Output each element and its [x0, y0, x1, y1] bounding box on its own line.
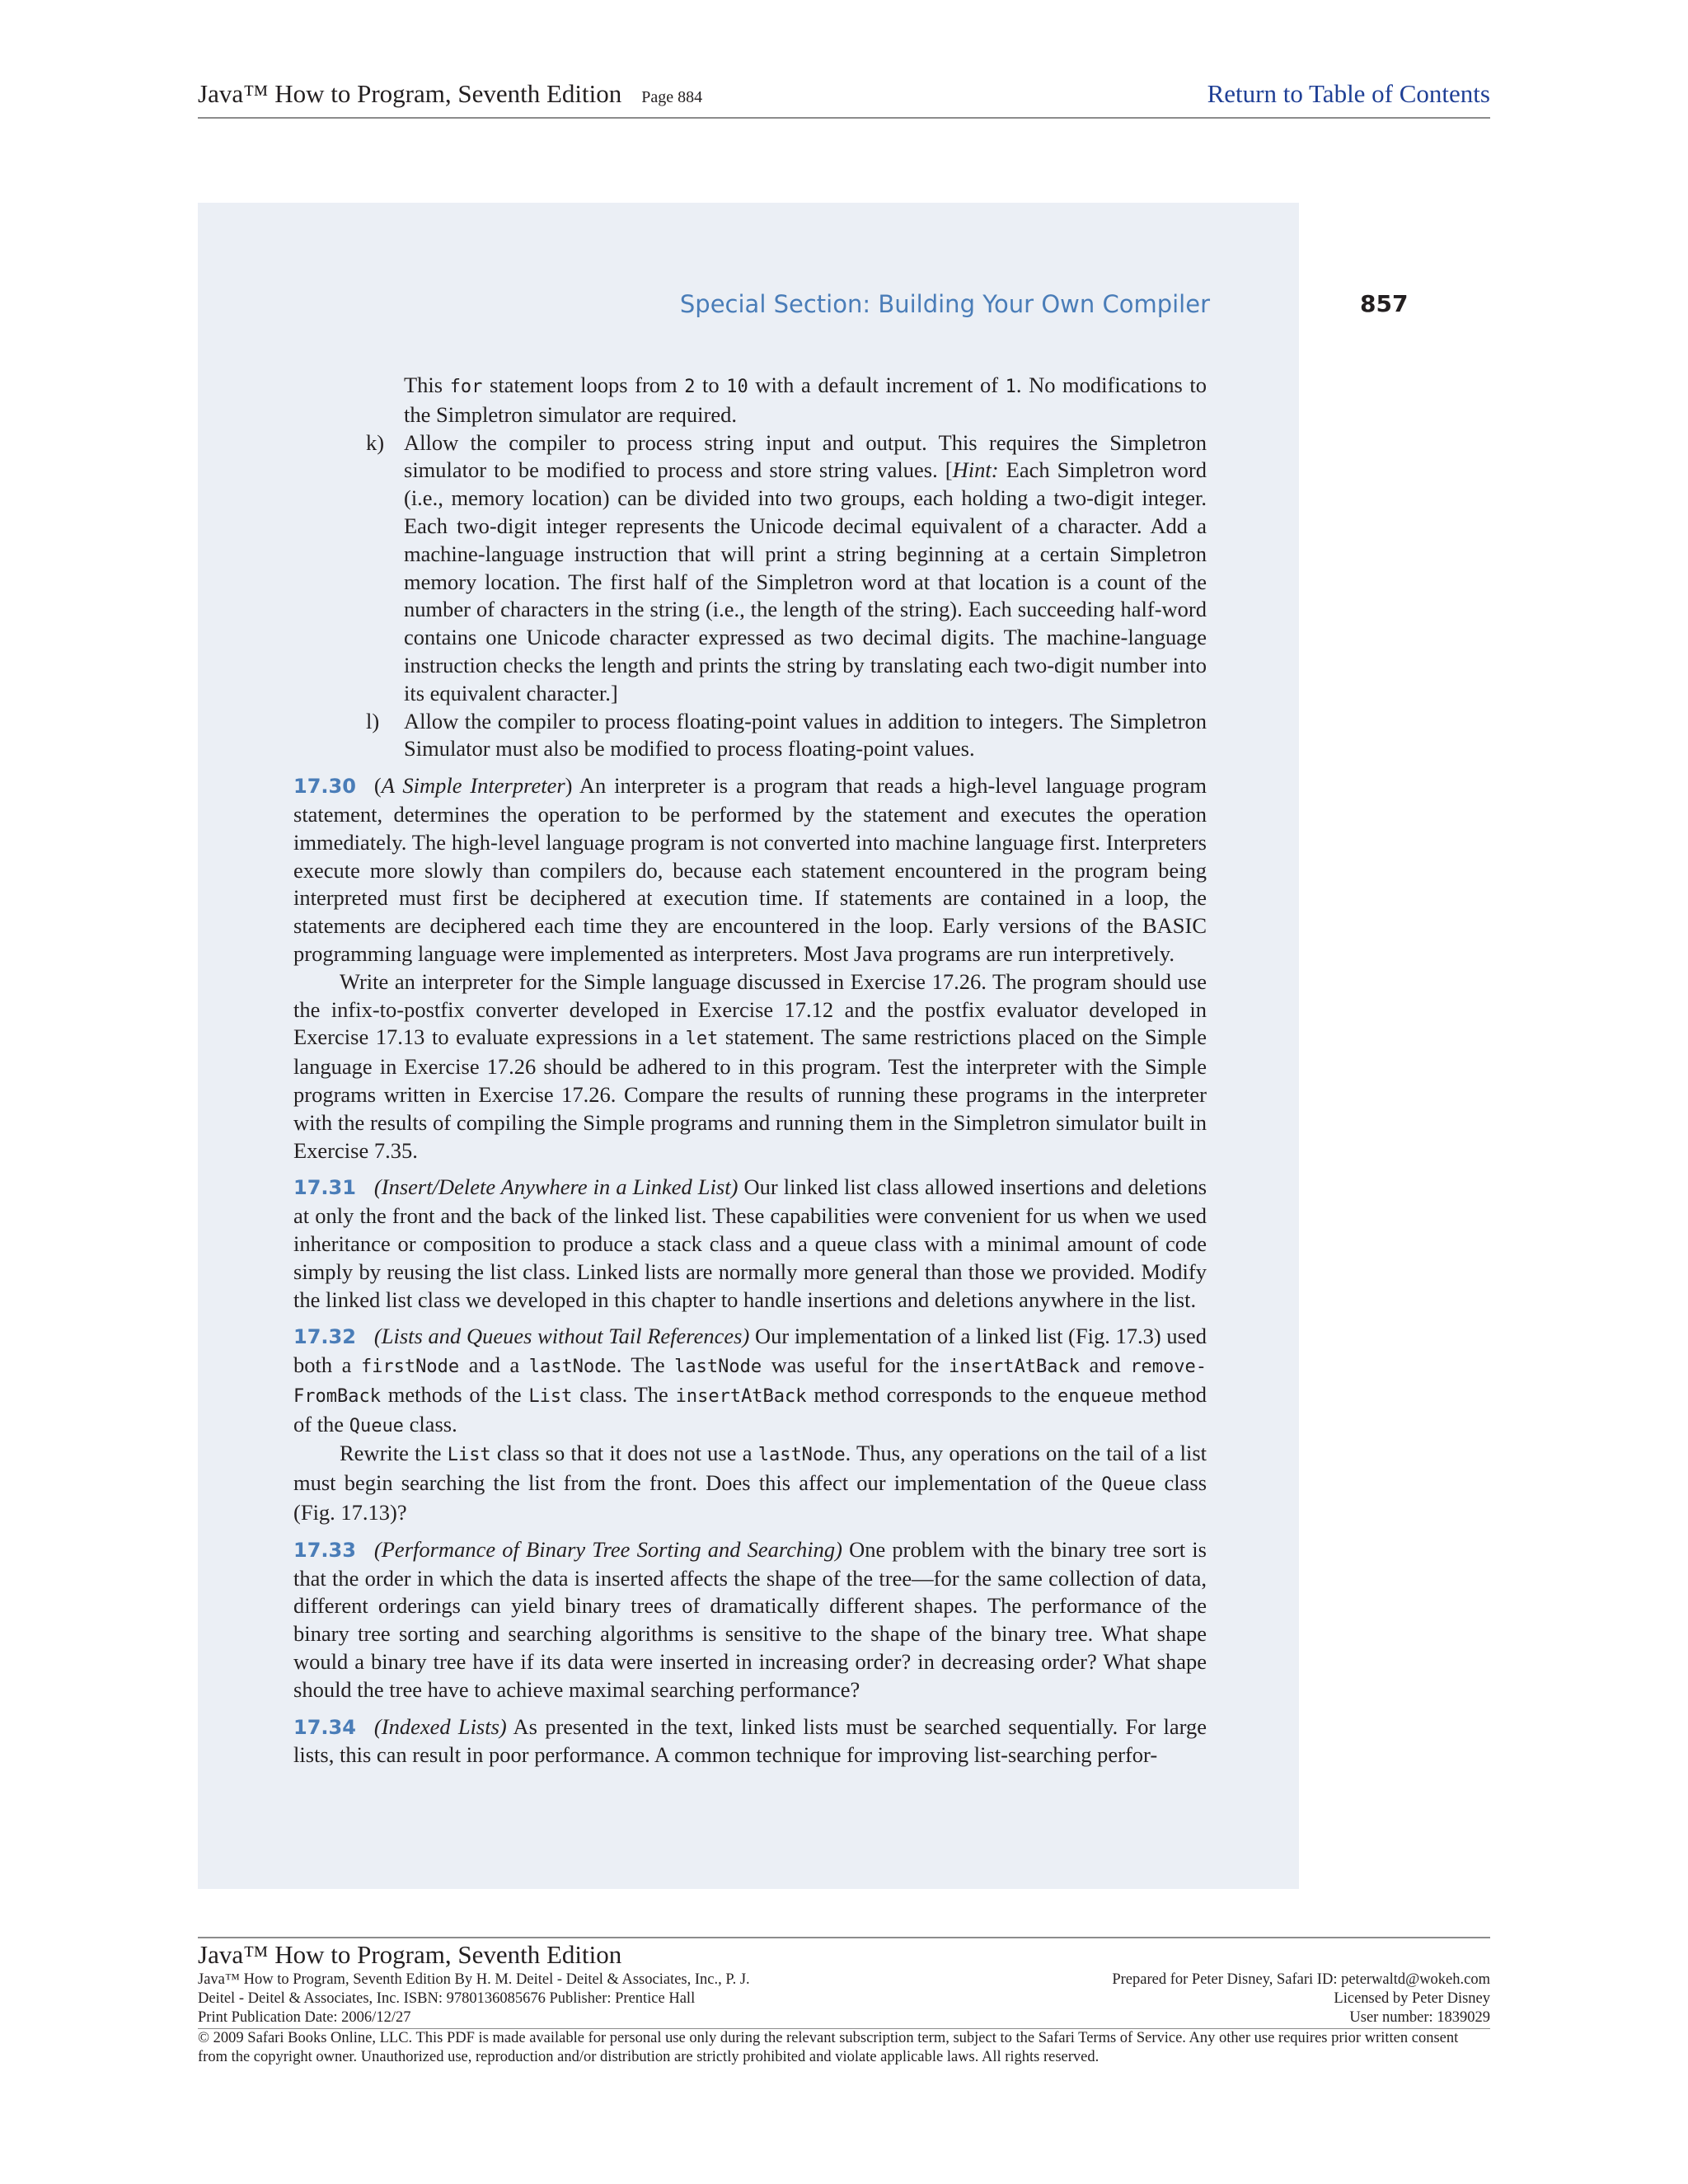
- book-title: [198, 79, 702, 109]
- code-1: 1: [1005, 377, 1016, 397]
- prepared-for: Prepared for Peter Disney, Safari ID: peterwaltd@wokeh.com: [1112, 1971, 1490, 1988]
- code-10: 10: [726, 377, 748, 397]
- exercise-17-31: 17.31 (Insert/Delete Anywhere in a Linked List) Our linked list class allowed insertions and deletions at only the front and the back of the linked list. These capabilities were convenient for us when we used inheritance or composition to produce a stack class and a queue class with a minimal amount of code simply by reusing the list class. Linked lists are normally more general than those we provided. Modify the linked list class we developed in this chapter to handle insertions and deletions anywhere in the list.: [293, 1174, 1207, 1312]
- exercise-title: (Lists and Queues without Tail References): [373, 1324, 750, 1349]
- paragraph-for-loop: This for statement loops from 2 to 10 with a default increment of 1. No modifications to the Simpletron simulator are required.: [404, 373, 1207, 427]
- exercise-number: 17.33: [293, 1538, 356, 1562]
- exercise-17-32: 17.32 (Lists and Queues without Tail References) Our implementation of a linked list (Fig. 17.3) used both a firstNode and a lastNode. The lastNode was useful for the insertAtBack and remove-FromBack methods of the List class. The insertAtBack method corresponds to the enqueue method of the Queue class.: [293, 1324, 1207, 1436]
- top-header: [198, 76, 1490, 117]
- publication-info: [198, 1971, 940, 2027]
- book-title-text: Java™ How to Program, Seventh Edition: [198, 79, 622, 108]
- list-item-l: l) Allow the compiler to process floating-point values in addition to integers. The Simpletron Simulator must also be modified to process floating-point values.: [366, 708, 1207, 762]
- footer-divider: [198, 1937, 1490, 1938]
- exercise-number: 17.30: [293, 775, 356, 799]
- licensed-by: Licensed by Peter Disney: [1334, 1990, 1490, 2007]
- exercise-number: 17.34: [293, 1715, 356, 1739]
- user-number: User number: 1839029: [1349, 2009, 1490, 2026]
- hint-label: Hint:: [952, 457, 999, 483]
- exercise-17-32-paragraph-2: Rewrite the List class so that it does not use a lastNode. Thus, any operations on the tail of a list must begin searching the list from the front. Does this affect our implementation of the Queue class (Fig. 17.13)?: [293, 1441, 1207, 1526]
- exercise-title: (Performance of Binary Tree Sorting and Searching): [373, 1536, 842, 1562]
- page-label: Page 884: [641, 88, 703, 106]
- code-let: let: [685, 1029, 719, 1050]
- page-body: [293, 372, 1207, 1769]
- publication-line: Deitel - Deitel & Associates, Inc. ISBN: 9780136085676 Publisher: Prentice Hall: [198, 1990, 696, 2007]
- exercise-title: (Indexed Lists): [373, 1713, 507, 1739]
- book-page-number: 857: [1360, 290, 1409, 317]
- exercise-17-30: 17.30 (A Simple Interpreter) An interpreter is a program that reads a high-level language program statement, determines the operation to be performed by the statement and executes the operation immediately. The high-level language program is not converted into machine language first. Interpreters execute more slowly than compilers do, because each statement encountered in the program being interpreted must first be deciphered at execution time. If statements are contained in a loop, the statements are deciphered each time they are encountered in the loop. Early versions of the BASIC programming language were implemented as interpreters. Most Java programs are run interpretively.: [293, 773, 1207, 966]
- exercise-title: A Simple Interpreter: [381, 773, 565, 799]
- copyright-notice: © 2009 Safari Books Online, LLC. This PDF is made available for personal use only during the relevant subscription term, subject to the Safari Terms of Service. Any other use requires prior written consent from the copyright owner. Unauthorized use, reproduction and/or distribution are strictly prohibited and violate applicable laws. All rights reserved.: [198, 2030, 1459, 2065]
- list-item-k: k) Allow the compiler to process string input and output. This requires the Simpletron simulator to be modified to process and store string values. [Hint: Each Simpletron word (i.e., memory location) can be divided into two groups, each holding a two-digit integer. Each two-digit integer represents the Unicode decimal equivalent of a character. Add a machine-language instruction that will print a string beginning at a certain Simpletron memory location. The first half of the Simpletron word at that location is a count of the number of characters in the string (i.e., the length of the string). Each succeeding half-word contains one Unicode character expressed as two decimal digits. The machine-language instruction checks the length and prints the string by translating each two-digit number into its equivalent character.]: [366, 429, 1207, 705]
- code-for: for: [449, 377, 483, 397]
- return-to-toc-link[interactable]: Return to Table of Contents: [1207, 79, 1490, 108]
- exercise-number: 17.32: [293, 1325, 356, 1349]
- item-letter-k: k): [366, 429, 385, 455]
- header-divider: [198, 117, 1490, 119]
- footer: [198, 1939, 1490, 2067]
- license-info: [1112, 1971, 1490, 2027]
- code-2: 2: [684, 377, 696, 397]
- item-letter-l: l): [366, 708, 380, 733]
- book-page: [198, 203, 1409, 1889]
- exercise-title: (Insert/Delete Anywhere in a Linked List): [373, 1174, 738, 1200]
- publication-date: Print Publication Date: 2006/12/27: [198, 2009, 411, 2026]
- exercise-17-30-paragraph-2: Write an interpreter for the Simple language discussed in Exercise 17.26. The program should use the infix-to-postfix converter developed in Exercise 17.12 and the postfix evaluator developed in Exercise 17.13 to evaluate expressions in a let statement. The same restrictions placed on the Simple language in Exercise 17.26 should be adhered to in this program. Test the interpreter with the Simple programs written in Exercise 17.26. Compare the results of running these programs in the interpreter with the results of compiling the Simple programs and running them in the Simpletron simulator built in Exercise 7.35.: [293, 968, 1207, 1163]
- footer-book-title: Java™ How to Program, Seventh Edition: [198, 1940, 622, 1969]
- exercise-number: 17.31: [293, 1176, 356, 1200]
- footer-info: [198, 1971, 1490, 2028]
- section-title: Special Section: Building Your Own Compiler: [679, 290, 1210, 318]
- exercise-17-33: 17.33 (Performance of Binary Tree Sorting and Searching) One problem with the binary tree sort is that the order in which the data is inserted affects the shape of the tree—for the same collection of data, different orderings can yield binary trees of dramatically different shapes. The performance of the binary tree sorting and searching algorithms is sensitive to the shape of the binary tree. What shape would a binary tree have if its data were inserted in increasing order? in decreasing order? What shape should the tree have to achieve maximal searching performance?: [293, 1536, 1207, 1702]
- publication-line: Java™ How to Program, Seventh Edition By H. M. Deitel - Deitel & Associates, Inc., P. J.: [198, 1971, 750, 1988]
- exercise-17-34: 17.34 (Indexed Lists) As presented in the text, linked lists must be searched sequentially. For large lists, this can result in poor performance. A common technique for improving list-searching perfor-: [293, 1713, 1207, 1768]
